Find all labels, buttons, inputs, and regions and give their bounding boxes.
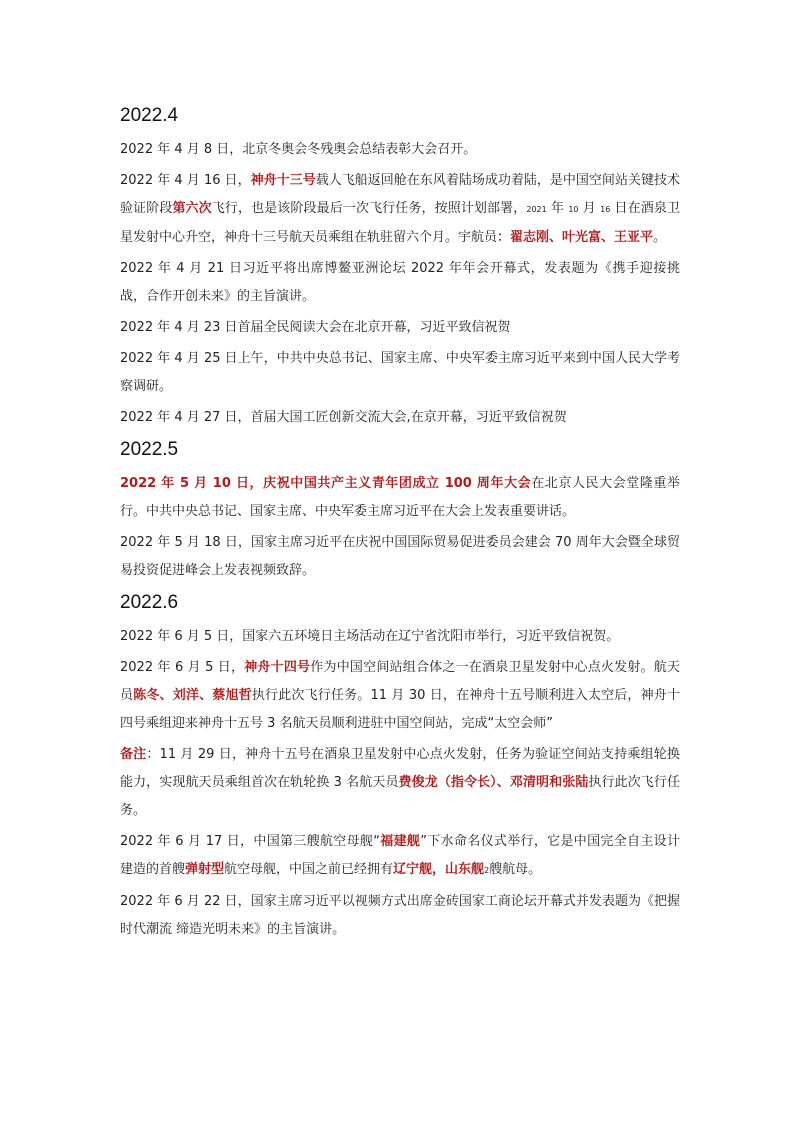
highlighted-text: 备注 [120, 747, 147, 762]
paragraph [120, 255, 680, 311]
text-run: 在北京人民大会堂隆重举行。中共中央总书记、国家主席、中央军委主席习近平在大会上发表重要讲话。 [120, 476, 680, 519]
text-run: 2022 年 4 月 21 日习近平将出席博鳌亚洲论坛 2022 年年会开幕式，发表题为《携手迎接挑战，合作开创未来》的主旨演讲。 [120, 261, 680, 304]
text-run: 航空母舰，中国之前已经拥有 [224, 862, 394, 877]
paragraph [120, 741, 680, 825]
text-run: 执行此次飞行任务。11 月 30 日，在神舟十五号顺利进入太空后，神舟十四号乘组迎来神舟十五号 3 名航天员顺利进驻中国空间站，完成“太空会师” [120, 688, 680, 731]
section-title: 2022.4 [120, 105, 179, 126]
text-run: 2 [484, 866, 490, 875]
text-run: 10 [568, 205, 579, 214]
text-run: ”下水命名仪式举行，它是中国完全自主设计建造的首艘 [120, 834, 680, 877]
text-run: 2022 年 4 月 8 日，北京冬奥会冬残奥会总结表彰大会召开。 [120, 142, 477, 157]
text-run: 艘航母。 [489, 862, 542, 877]
text-run: ：11 月 29 日，神舟十五号在酒泉卫星发射中心点火发射，任务为验证空间站支持乘组轮换能力，实现航天员乘组首次在轨轮换 3 名航天员 [120, 747, 680, 790]
text-run: 日在酒泉卫星发射中心升空，神舟十三号航天员乘组在轨驻留六个月。宇航员 [120, 201, 680, 245]
section-1 [120, 436, 680, 585]
highlighted-text: 弹射型 [185, 862, 225, 877]
text-run: 2022 年 4 月 25 日上午，中共中央总书记、国家主席、中央军委主席习近平来到中国人民大学考察调研。 [120, 351, 680, 394]
text-run: 2022 年 6 月 22 日，国家主席习近平以视频方式出席金砖国家工商论坛开幕式并发表题为《把握时代潮流 缔造光明未来》的主旨演讲。 [120, 894, 680, 937]
text-run: 作为中国空间站组合体之一在酒泉卫星发射中心点火发射。航天员 [120, 660, 680, 703]
text-run: 。 [653, 230, 667, 245]
paragraph [120, 345, 680, 401]
section-title: 2022.5 [120, 439, 179, 460]
paragraph [120, 529, 680, 585]
text-run: 2022 年 4 月 23 日首届全民阅读大会在北京开幕，习近平致信祝贺 [120, 320, 511, 335]
section-title: 2022.6 [120, 592, 179, 613]
paragraph [120, 404, 680, 432]
text-run: 2022 年 4 月 16 日， [120, 173, 251, 188]
section-2 [120, 589, 680, 944]
highlighted-text: 2022 年 5 月 10 日，庆祝中国共产主义青年团成立 100 周年大会 [120, 476, 532, 491]
highlighted-text: 神舟十四号 [244, 660, 311, 675]
text-run: 2022 年 5 月 18 日，国家主席习近平在庆祝中国国际贸易促进委员会建会 70 周年大会暨全球贸易投资促进峰会上发表视频致辞。 [120, 535, 680, 578]
paragraph [120, 888, 680, 944]
paragraph [120, 654, 680, 738]
text-run: 载人飞船返回舱在东风着陆场成功着陆，是中国空间站关键技术验证阶段 [120, 173, 680, 216]
paragraph [120, 136, 680, 164]
text-run: 2022 年 4 月 27 日，首届大国工匠创新交流大会,在京开幕，习近平致信祝贺 [120, 410, 567, 425]
text-run: 月 [578, 201, 601, 216]
text-run: 16 [600, 205, 611, 214]
paragraph [120, 314, 680, 342]
text-run: 2022 年 6 月 5 日，国家六五环境日主场活动在辽宁省沈阳市举行，习近平致信祝贺。 [120, 629, 620, 644]
text-run: 2022 年 6 月 17 日，中国第三艘航空母舰“ [120, 834, 380, 849]
highlighted-text: 陈冬、刘洋、蔡旭哲 [133, 688, 252, 703]
text-run: 飞行，也是该阶段最后一次飞行任务，按照计划部署， [211, 201, 527, 216]
paragraph [120, 470, 680, 526]
text-run: 执行此次飞行任务。 [120, 775, 680, 818]
highlighted-text: 费俊龙（指令长）、邓清明和张陆 [398, 775, 589, 790]
paragraph [120, 623, 680, 651]
text-run: 2021 [526, 205, 547, 214]
highlighted-text: 神舟十三号 [250, 173, 316, 188]
highlighted-text: 辽宁舰，山东舰 [393, 862, 485, 877]
text-run: 2022 年 6 月 5 日， [120, 660, 245, 675]
paragraph [120, 167, 680, 252]
document-page [120, 102, 680, 947]
highlighted-text: ：翟志刚、叶光富、王亚平 [497, 230, 654, 245]
paragraph [120, 828, 680, 885]
section-0 [120, 102, 680, 432]
highlighted-text: 第六次 [172, 201, 212, 216]
text-run: 年 [546, 201, 569, 216]
highlighted-text: 福建舰 [379, 834, 421, 849]
